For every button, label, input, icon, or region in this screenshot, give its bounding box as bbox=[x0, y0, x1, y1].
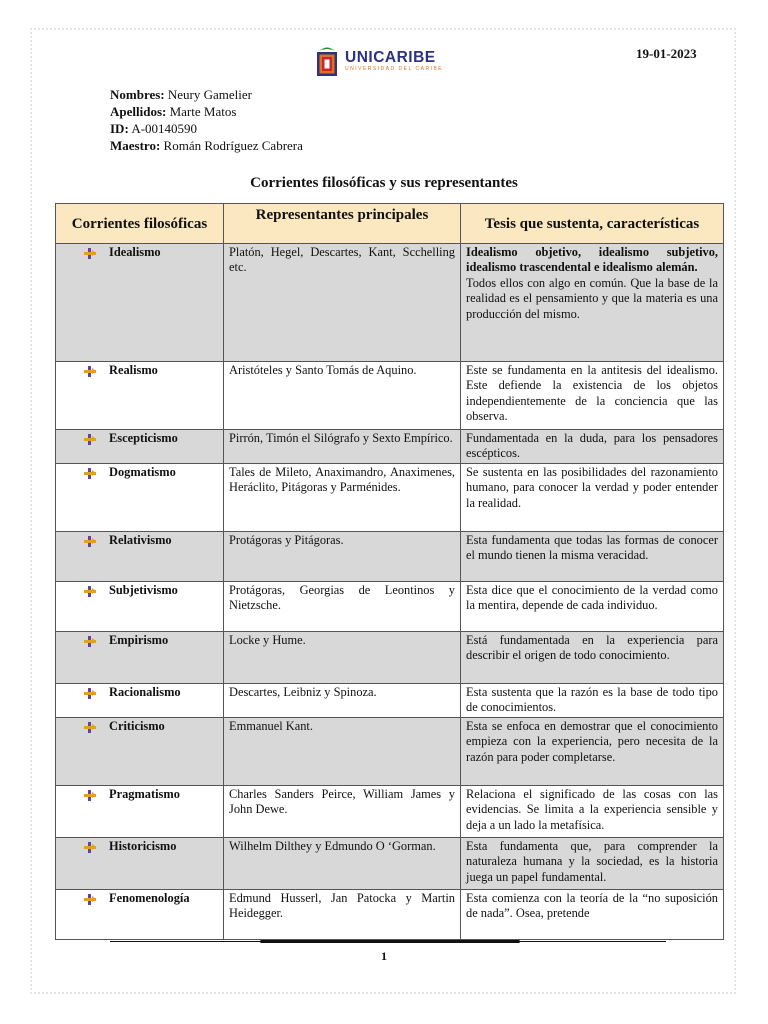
tesis-text: Se sustenta en las posibilidades del razonamiento humano, para conocer la verdad y poder entender la realidad. bbox=[466, 465, 718, 510]
table-row bbox=[56, 786, 724, 838]
tesis-cell bbox=[461, 838, 724, 890]
arrow-bullet-icon bbox=[84, 468, 96, 479]
apellidos-label: Apellidos: bbox=[110, 104, 167, 119]
arrow-bullet-icon bbox=[84, 722, 96, 733]
arrow-bullet-icon bbox=[84, 434, 96, 445]
tesis-text: Fundamentada en la duda, para los pensadores escépticos. bbox=[466, 431, 718, 461]
id-label: ID: bbox=[110, 121, 129, 136]
tesis-cell bbox=[461, 532, 724, 582]
representantes-cell: Protágoras, Georgias de Leontinos y Nietzsche. bbox=[224, 582, 461, 632]
representantes-cell: Charles Sanders Peirce, William James y John Dewe. bbox=[224, 786, 461, 838]
tesis-text: Está fundamentada en la experiencia para describir el origen de todo conocimiento. bbox=[466, 633, 718, 663]
maestro-label: Maestro: bbox=[110, 138, 161, 153]
tesis-text: Esta fundamenta que, para comprender la naturaleza humana y la sociedad, es la historia juega un papel fundamental. bbox=[466, 839, 718, 884]
representantes-cell: Emmanuel Kant. bbox=[224, 718, 461, 786]
nombres-value: Neury Gamelier bbox=[167, 87, 252, 102]
tesis-text: Todos ellos con algo en común. Que la base de la realidad es el pensamiento y que la materia es una producción del mismo. bbox=[466, 275, 718, 321]
corriente-cell bbox=[56, 838, 224, 890]
arrow-bullet-icon bbox=[84, 636, 96, 647]
arrow-bullet-icon bbox=[84, 790, 96, 801]
table-row bbox=[56, 684, 724, 718]
corriente-cell bbox=[56, 464, 224, 532]
apellidos-line bbox=[110, 103, 303, 120]
corriente-cell bbox=[56, 582, 224, 632]
corriente-cell bbox=[56, 532, 224, 582]
arrow-bullet-icon bbox=[84, 586, 96, 597]
tesis-text: Esta comienza con la teoría de la “no suposición de nada”. Osea, pretende bbox=[466, 891, 718, 921]
tesis-cell bbox=[461, 786, 724, 838]
corriente-cell bbox=[56, 362, 224, 430]
arrow-bullet-icon bbox=[84, 894, 96, 905]
corriente-name: Empirismo bbox=[109, 633, 169, 647]
tesis-cell bbox=[461, 684, 724, 718]
representantes-cell: Locke y Hume. bbox=[224, 632, 461, 684]
footer-divider bbox=[110, 940, 666, 943]
tesis-cell bbox=[461, 632, 724, 684]
tesis-text: Esta sustenta que la razón es la base de todo tipo de conocimientos. bbox=[466, 685, 718, 715]
id-line bbox=[110, 120, 303, 137]
representantes-cell: Edmund Husserl, Jan Patocka y Martin Heidegger. bbox=[224, 890, 461, 940]
corriente-name: Racionalismo bbox=[109, 685, 181, 699]
corriente-cell bbox=[56, 684, 224, 718]
arrow-bullet-icon bbox=[84, 688, 96, 699]
maestro-value: Román Rodríguez Cabrera bbox=[163, 138, 303, 153]
tesis-text: Esta se enfoca en demostrar que el conocimiento empieza con la experiencia, pero necesita de la razón para poder completarse. bbox=[466, 719, 718, 764]
corriente-name: Idealismo bbox=[109, 245, 161, 259]
logo-name: UNICARIBE bbox=[345, 48, 436, 66]
table-row bbox=[56, 532, 724, 582]
corriente-name: Realismo bbox=[109, 363, 158, 377]
corriente-name: Relativismo bbox=[109, 533, 172, 547]
header-corrientes: Corrientes filosóficas bbox=[56, 204, 224, 244]
tesis-cell bbox=[461, 362, 724, 430]
tesis-text: Este se fundamenta en la antitesis del idealismo. Este defiende la existencia de los objetos independientemente de la conciencia que las observa. bbox=[466, 363, 718, 424]
representantes-cell: Descartes, Leibniz y Spinoza. bbox=[224, 684, 461, 718]
corriente-cell bbox=[56, 632, 224, 684]
table-row bbox=[56, 838, 724, 890]
corriente-cell bbox=[56, 890, 224, 940]
corriente-name: Subjetivismo bbox=[109, 583, 178, 597]
corriente-cell bbox=[56, 244, 224, 362]
table-row bbox=[56, 362, 724, 430]
arrow-bullet-icon bbox=[84, 366, 96, 377]
table-row bbox=[56, 244, 724, 362]
tesis-text: Esta dice que el conocimiento de la verdad como la mentira, depende de cada individuo. bbox=[466, 583, 718, 613]
nombres-line bbox=[110, 86, 303, 103]
corriente-name: Historicismo bbox=[109, 839, 177, 853]
nombres-label: Nombres: bbox=[110, 87, 165, 102]
representantes-cell: Platón, Hegel, Descartes, Kant, Scchelling etc. bbox=[224, 244, 461, 362]
page-number: 1 bbox=[381, 949, 387, 963]
university-logo bbox=[314, 44, 443, 78]
tesis-cell bbox=[461, 464, 724, 532]
corriente-cell bbox=[56, 718, 224, 786]
representantes-cell: Wilhelm Dilthey y Edmundo O ‘Gorman. bbox=[224, 838, 461, 890]
id-value: A-00140590 bbox=[131, 121, 198, 136]
representantes-cell: Pirrón, Timón el Silógrafo y Sexto Empírico. bbox=[224, 430, 461, 464]
tesis-cell bbox=[461, 582, 724, 632]
table-row bbox=[56, 430, 724, 464]
corriente-name: Fenomenología bbox=[109, 891, 190, 905]
student-info bbox=[110, 86, 303, 154]
arrow-bullet-icon bbox=[84, 248, 96, 259]
corriente-cell bbox=[56, 430, 224, 464]
table-header-row bbox=[56, 204, 724, 244]
logo-subtitle: UNIVERSIDAD DEL CARIBE bbox=[345, 65, 444, 72]
table-row bbox=[56, 718, 724, 786]
representantes-cell: Tales de Mileto, Anaximandro, Anaximenes, Heráclito, Pitágoras y Parménides. bbox=[224, 464, 461, 532]
arrow-bullet-icon bbox=[84, 536, 96, 547]
table-row bbox=[56, 890, 724, 940]
table-row bbox=[56, 582, 724, 632]
corriente-cell bbox=[56, 786, 224, 838]
table-row bbox=[56, 464, 724, 532]
representantes-cell: Aristóteles y Santo Tomás de Aquino. bbox=[224, 362, 461, 430]
logo-emblem-icon bbox=[314, 44, 340, 78]
philosophy-table bbox=[55, 203, 724, 940]
table-row bbox=[56, 632, 724, 684]
representantes-cell: Protágoras y Pitágoras. bbox=[224, 532, 461, 582]
tesis-cell bbox=[461, 890, 724, 940]
header-representantes: Representantes principales bbox=[224, 204, 461, 244]
arrow-bullet-icon bbox=[84, 842, 96, 853]
tesis-cell bbox=[461, 430, 724, 464]
corriente-name: Criticismo bbox=[109, 719, 165, 733]
tesis-cell bbox=[461, 718, 724, 786]
maestro-line bbox=[110, 137, 303, 154]
document-date: 19-01-2023 bbox=[636, 46, 697, 61]
corriente-name: Dogmatismo bbox=[109, 465, 176, 479]
tesis-cell bbox=[461, 244, 724, 362]
apellidos-value: Marte Matos bbox=[169, 104, 237, 119]
corriente-name: Pragmatismo bbox=[109, 787, 180, 801]
corriente-name: Escepticismo bbox=[109, 431, 178, 445]
document-title: Corrientes filosóficas y sus representantes bbox=[250, 175, 518, 191]
tesis-bold-text: Idealismo objetivo, idealismo subjetivo, idealismo trascendental e idealismo alemán. bbox=[466, 245, 718, 275]
tesis-text: Esta fundamenta que todas las formas de conocer el mundo tienen la misma veracidad. bbox=[466, 533, 718, 563]
header-tesis: Tesis que sustenta, características bbox=[461, 204, 724, 244]
tesis-text: Relaciona el significado de las cosas con las evidencias. Se limita a la experiencia sensible y deja a un lado la metafísica. bbox=[466, 787, 718, 832]
